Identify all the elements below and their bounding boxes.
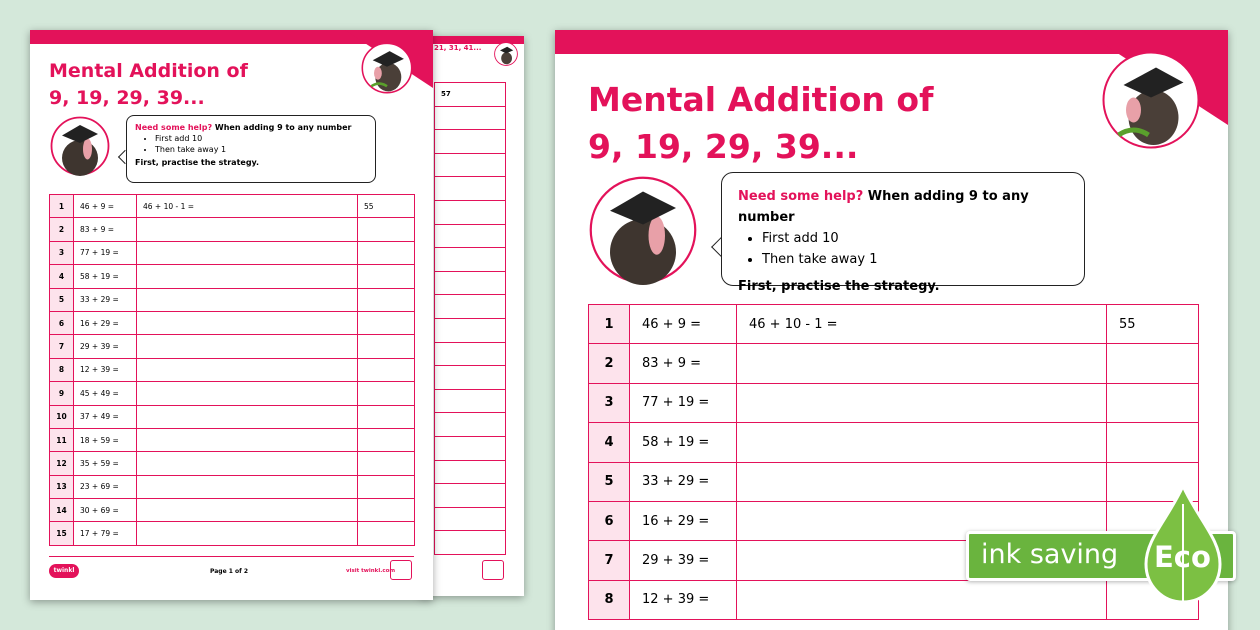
mole-mascot-icon <box>1101 50 1201 150</box>
help-speech-bubble <box>126 115 376 183</box>
table-row <box>50 195 415 218</box>
row-number: 4 <box>589 423 630 462</box>
row-number: 7 <box>50 335 74 358</box>
row-working: 46 + 10 - 1 = <box>137 195 358 218</box>
row-number: 3 <box>589 383 630 422</box>
row-number: 8 <box>50 358 74 381</box>
row-number: 5 <box>589 462 630 501</box>
row-answer <box>358 218 415 241</box>
row-answer <box>358 241 415 264</box>
row-working <box>137 335 358 358</box>
row-question: 18 + 59 = <box>74 428 137 451</box>
row-question: 45 + 49 = <box>74 382 137 405</box>
row-question: 58 + 19 = <box>74 265 137 288</box>
row-question: 46 + 9 = <box>630 305 737 344</box>
row-question: 29 + 39 = <box>630 541 737 580</box>
table-row <box>589 305 1199 344</box>
row-question: 33 + 29 = <box>74 288 137 311</box>
row-answer <box>358 405 415 428</box>
footer-divider <box>49 556 414 557</box>
row-question: 29 + 39 = <box>74 335 137 358</box>
row-question: 16 + 29 = <box>74 311 137 334</box>
row-working <box>137 265 358 288</box>
row-number: 10 <box>50 405 74 428</box>
table-row <box>50 499 415 522</box>
table-row <box>589 423 1199 462</box>
title-line-1: Mental Addition of <box>588 80 934 119</box>
row-question: 46 + 9 = <box>74 195 137 218</box>
row-working <box>137 452 358 475</box>
row-number: 1 <box>50 195 74 218</box>
row-answer <box>358 265 415 288</box>
row-question: 83 + 9 = <box>630 344 737 383</box>
row-answer <box>358 335 415 358</box>
row-number: 12 <box>50 452 74 475</box>
row-working <box>137 382 358 405</box>
ink-saving-eco-badge <box>966 484 1250 614</box>
row-number: 11 <box>50 428 74 451</box>
worksheet-title <box>588 76 933 170</box>
row-answer <box>358 428 415 451</box>
table-row <box>50 241 415 264</box>
help-bullet: • Then take away 1 <box>762 249 1068 270</box>
help-practise: First, practise the strategy. <box>135 158 260 167</box>
row-answer <box>358 499 415 522</box>
row-question: 77 + 19 = <box>74 241 137 264</box>
mole-avatar-icon <box>588 175 698 285</box>
help-bullet: • First add 10 <box>155 133 367 144</box>
help-bullet: • Then take away 1 <box>155 144 367 155</box>
worksheet-page-2 <box>420 36 524 596</box>
table-row <box>589 344 1199 383</box>
row-number: 6 <box>589 501 630 540</box>
row-question: 37 + 49 = <box>74 405 137 428</box>
worksheet-title <box>49 58 248 112</box>
questions-table <box>49 194 415 546</box>
table-row <box>50 522 415 545</box>
help-speech-bubble <box>721 172 1085 294</box>
row-question: 77 + 19 = <box>630 383 737 422</box>
help-practise: First, practise the strategy. <box>738 279 940 294</box>
row-number: 9 <box>50 382 74 405</box>
title-line-2: 9, 19, 29, 39... <box>49 87 205 109</box>
row-answer <box>358 311 415 334</box>
row-number: 6 <box>50 311 74 334</box>
footer-badge <box>482 560 504 580</box>
row-answer <box>358 358 415 381</box>
row-question: 12 + 39 = <box>74 358 137 381</box>
eco-label: Eco <box>1154 540 1211 574</box>
table-row <box>589 383 1199 422</box>
row-number: 13 <box>50 475 74 498</box>
title-line-2: 9, 19, 29, 39... <box>588 127 859 166</box>
table-row <box>50 382 415 405</box>
footer-badge <box>390 560 412 580</box>
mole-mascot-icon <box>361 42 413 94</box>
row-working <box>137 428 358 451</box>
row-answer <box>1107 344 1199 383</box>
footer-url: visit twinkl.com <box>346 568 396 574</box>
row-number: 4 <box>50 265 74 288</box>
title-line-1: Mental Addition of <box>49 60 248 82</box>
row-answer <box>358 452 415 475</box>
row-working <box>137 475 358 498</box>
help-lead: Need some help? <box>135 123 213 132</box>
row-answer <box>358 288 415 311</box>
help-lead: Need some help? <box>738 189 864 204</box>
table-row <box>50 475 415 498</box>
row-working <box>737 423 1107 462</box>
row-answer <box>358 382 415 405</box>
mole-avatar-icon <box>50 116 110 176</box>
row-question: 83 + 9 = <box>74 218 137 241</box>
row-number: 5 <box>50 288 74 311</box>
row-working <box>137 522 358 545</box>
table-row <box>50 452 415 475</box>
row-question: 30 + 69 = <box>74 499 137 522</box>
row-working <box>137 499 358 522</box>
row-number: 8 <box>589 580 630 619</box>
table-row <box>50 405 415 428</box>
row-answer <box>1107 423 1199 462</box>
row-question: 35 + 59 = <box>74 452 137 475</box>
row-number: 2 <box>589 344 630 383</box>
row-question: 23 + 69 = <box>74 475 137 498</box>
row-working <box>137 218 358 241</box>
table-row <box>50 358 415 381</box>
twinkl-logo: twinkl <box>49 564 79 578</box>
mole-mascot-icon <box>494 42 518 66</box>
row-working <box>737 344 1107 383</box>
row-answer: 55 <box>358 195 415 218</box>
help-text: When adding 9 to any number <box>212 123 352 132</box>
row-question: 58 + 19 = <box>630 423 737 462</box>
page2-title: 21, 31, 41... <box>434 44 482 52</box>
row-number: 2 <box>50 218 74 241</box>
row-working <box>137 288 358 311</box>
row-working: 46 + 10 - 1 = <box>737 305 1107 344</box>
row-working <box>137 311 358 334</box>
row-question: 16 + 29 = <box>630 501 737 540</box>
row-number: 1 <box>589 305 630 344</box>
row-working <box>137 405 358 428</box>
row-question: 12 + 39 = <box>630 580 737 619</box>
row-working <box>137 358 358 381</box>
row-number: 14 <box>50 499 74 522</box>
table-row <box>50 311 415 334</box>
row-number: 3 <box>50 241 74 264</box>
table-row <box>50 288 415 311</box>
ink-saving-label: ink saving <box>981 539 1119 570</box>
row-answer <box>358 522 415 545</box>
row-answer: 55 <box>1107 305 1199 344</box>
page2-table <box>434 82 506 555</box>
table-row <box>50 218 415 241</box>
page-number: Page 1 of 2 <box>210 568 248 575</box>
table-row <box>50 265 415 288</box>
row-working <box>137 241 358 264</box>
row-working <box>737 383 1107 422</box>
page2-answer: 57 <box>435 83 506 107</box>
row-number: 15 <box>50 522 74 545</box>
table-row <box>50 428 415 451</box>
row-question: 33 + 29 = <box>630 462 737 501</box>
row-number: 7 <box>589 541 630 580</box>
table-row <box>50 335 415 358</box>
worksheet-page-1 <box>30 30 433 600</box>
row-answer <box>1107 383 1199 422</box>
row-answer <box>358 475 415 498</box>
help-bullet: • First add 10 <box>762 228 1068 249</box>
row-question: 17 + 79 = <box>74 522 137 545</box>
help-text: When adding 9 to any number <box>738 189 1029 225</box>
